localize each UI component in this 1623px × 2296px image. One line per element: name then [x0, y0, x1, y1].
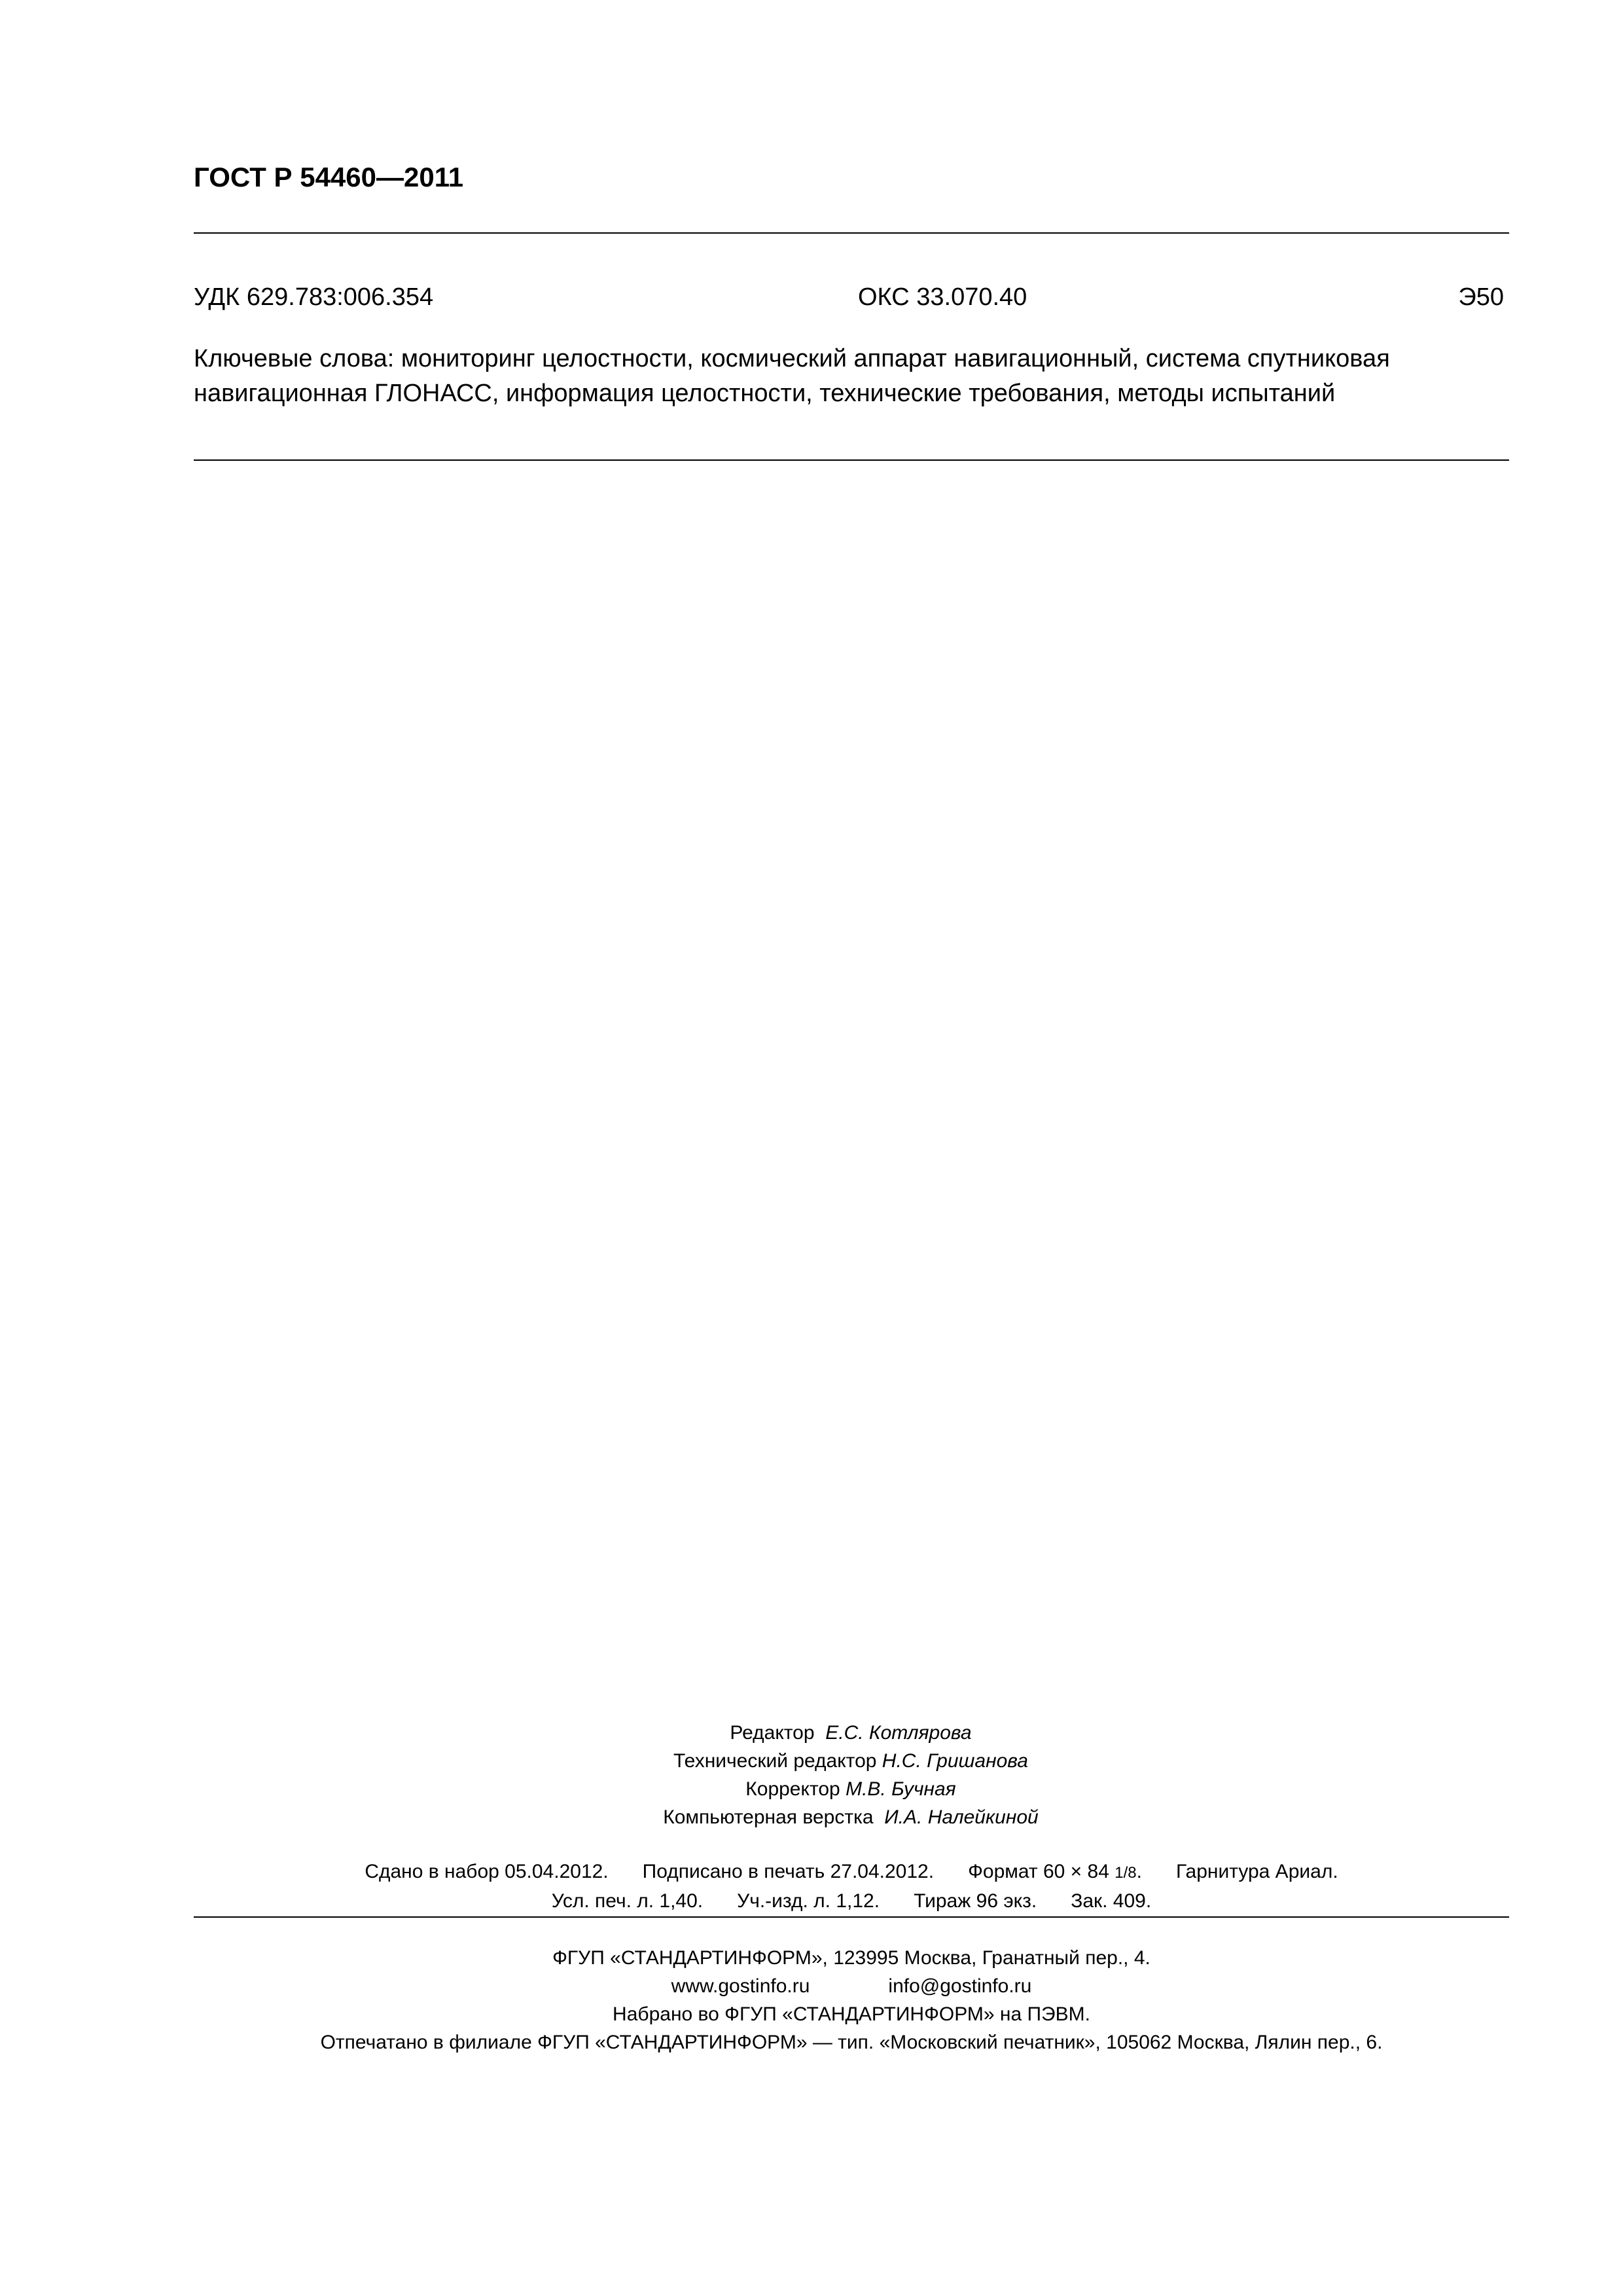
tech-editor-name: Н.С. Гришанова	[882, 1750, 1028, 1772]
printed-by: Отпечатано в филиале ФГУП «СТАНДАРТИНФОРМ» — тип. «Московский печатник», 105062 Москва, Лялин пер., 6.	[320, 2032, 1383, 2053]
typeset-by: Набрано во ФГУП «СТАНДАРТИНФОРМ» на ПЭВМ.	[613, 2003, 1090, 2025]
usl-sheets: Усл. печ. л. 1,40.	[551, 1890, 704, 1912]
publisher-address: ФГУП «СТАНДАРТИНФОРМ», 123995 Москва, Гранатный пер., 4.	[552, 1947, 1150, 1969]
classification-row	[194, 280, 1509, 314]
layout-name: И.А. Налейкиной	[884, 1806, 1039, 1828]
typeface: Гарнитура Ариал.	[1175, 1861, 1338, 1882]
format-fraction: 1/8	[1115, 1864, 1137, 1882]
keywords-line-2: навигационная ГЛОНАСС, информация целостности, технические требования, методы испытаний	[194, 380, 1336, 407]
editor-label: Редактор	[730, 1722, 815, 1744]
publisher-website: www.gostinfo.ru	[671, 1975, 810, 1997]
staff-credits	[524, 1719, 1178, 1831]
publisher-block	[194, 1944, 1509, 2056]
corrector-name: М.В. Бучная	[846, 1778, 956, 1800]
print-info-line-1	[194, 1857, 1509, 1887]
typeset-date: Сдано в набор 05.04.2012.	[365, 1861, 609, 1882]
corrector-label: Корректор	[745, 1778, 840, 1800]
signed-date: Подписано в печать 27.04.2012.	[642, 1861, 935, 1882]
format-value: Формат 60 × 84	[968, 1861, 1109, 1882]
keywords-divider	[194, 459, 1509, 461]
editor-name: Е.С. Котлярова	[825, 1722, 972, 1744]
group-code: Э50	[1458, 283, 1504, 311]
top-divider	[194, 232, 1509, 234]
oks-code: ОКС 33.070.40	[858, 283, 1027, 311]
order-number: Зак. 409.	[1071, 1890, 1152, 1912]
publisher-contacts	[194, 1972, 1509, 2000]
print-info	[194, 1857, 1509, 1915]
tech-editor-line	[524, 1747, 1178, 1775]
publisher-divider	[194, 1916, 1509, 1918]
print-info-line-2	[194, 1887, 1509, 1915]
print-run: Тираж 96 экз.	[914, 1890, 1037, 1912]
editor-line	[524, 1719, 1178, 1747]
keywords-block	[194, 342, 1516, 411]
tech-editor-label: Технический редактор	[673, 1750, 877, 1772]
publisher-email: info@gostinfo.ru	[888, 1975, 1032, 1997]
layout-label: Компьютерная верстка	[663, 1806, 874, 1828]
corrector-line	[524, 1775, 1178, 1803]
gost-number: ГОСТ Р 54460—2011	[194, 162, 464, 192]
keywords-line-1: Ключевые слова: мониторинг целостности, космический аппарат навигационный, система спутниковая	[194, 345, 1390, 372]
udk-code: УДК 629.783:006.354	[194, 283, 434, 311]
layout-line	[524, 1803, 1178, 1831]
paper-format: Формат 60 × 84 1/8.	[968, 1861, 1142, 1882]
uch-sheets: Уч.-изд. л. 1,12.	[737, 1890, 880, 1912]
